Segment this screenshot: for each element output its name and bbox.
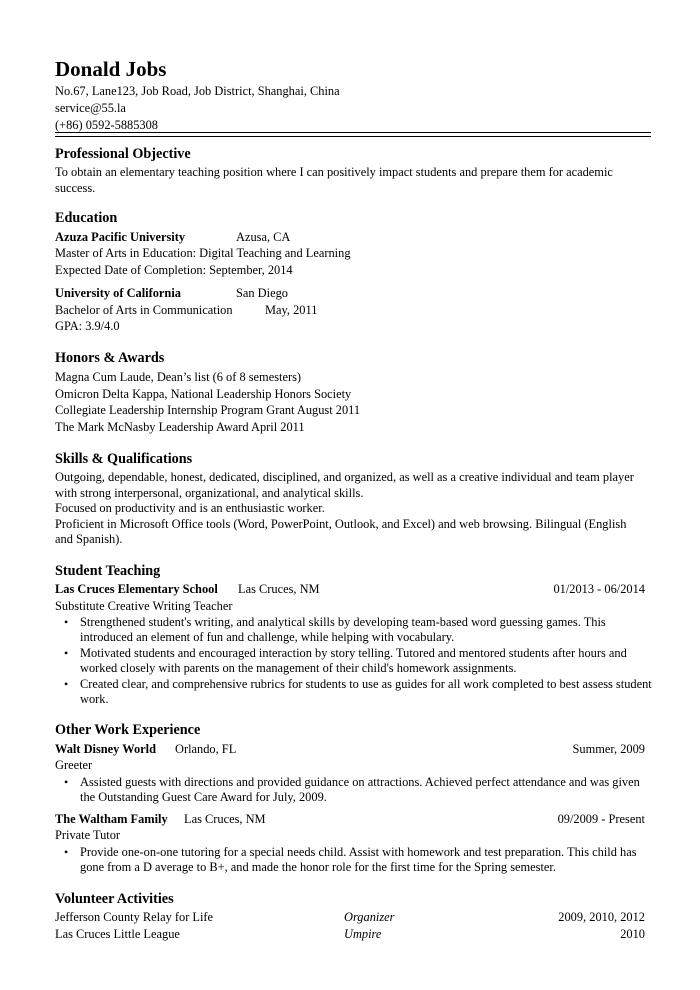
employment-dates: 01/2013 - 06/2014	[553, 582, 645, 596]
bullet-point: •	[64, 615, 69, 629]
phone: (+86) 0592-5885308	[55, 118, 159, 132]
section-heading-skills: Skills & Qualifications	[55, 451, 193, 467]
volunteer-role: Organizer	[344, 910, 395, 924]
job-title: Substitute Creative Writing Teacher	[55, 599, 233, 613]
section-heading-objective: Professional Objective	[55, 146, 191, 162]
section-heading-honors: Honors & Awards	[55, 350, 165, 366]
bullet-text: Assisted guests with directions and provided guidance on attractions. Achieved perfect attendance and was given	[80, 775, 640, 789]
skills-line: with strong interpersonal, organizational, and analytical skills.	[55, 486, 364, 500]
bullet-text: Strengthened student's writing, and analytical skills by developing team-based word guessing games. This	[80, 615, 606, 629]
honor-item: Omicron Delta Kappa, National Leadership Honors Society	[55, 387, 352, 401]
bullet-point: •	[64, 646, 69, 660]
section-heading-volunteer: Volunteer Activities	[55, 891, 174, 907]
skills-line: Focused on productivity and is an enthusiastic worker.	[55, 501, 325, 515]
section-heading-student-teaching: Student Teaching	[55, 563, 161, 579]
volunteer-years: 2010	[620, 927, 645, 941]
address: No.67, Lane123, Job Road, Job District, Shanghai, China	[55, 84, 340, 98]
employer-name: Las Cruces Elementary School	[55, 582, 218, 596]
skills-line: Outgoing, dependable, honest, dedicated, disciplined, and organized, as well as a creative individual and team player	[55, 470, 634, 484]
skills-line: and Spanish).	[55, 532, 123, 546]
bullet-text: introduced an element of fun and challenge, while helping with vocabulary.	[80, 630, 455, 644]
section-heading-work: Other Work Experience	[55, 722, 201, 738]
header-divider-bottom	[55, 136, 651, 137]
degree-date: May, 2011	[265, 303, 318, 317]
bullet-point: •	[64, 677, 69, 691]
volunteer-org: Jefferson County Relay for Life	[55, 910, 214, 924]
candidate-name: Donald Jobs	[55, 57, 167, 81]
job-title: Greeter	[55, 758, 93, 772]
bullet-text: the Outstanding Guest Care Award for July, 2009.	[80, 790, 327, 804]
bullet-text: Motivated students and encouraged interaction by story telling. Tutored and mentored students after hours and	[80, 646, 627, 660]
job-title: Private Tutor	[55, 828, 121, 842]
honor-item: Collegiate Leadership Internship Program Grant August 2011	[55, 403, 361, 417]
degree-detail: Expected Date of Completion: September, 2014	[55, 263, 293, 277]
employer-name: The Waltham Family	[55, 812, 168, 826]
honor-item: Magna Cum Laude, Dean’s list (6 of 8 semesters)	[55, 370, 302, 384]
bullet-point: •	[64, 775, 69, 789]
school-name: University of California	[55, 286, 181, 300]
email: service@55.la	[55, 101, 126, 115]
employer-location: Orlando, FL	[175, 742, 237, 756]
degree: Bachelor of Arts in Communication	[55, 303, 233, 317]
bullet-text: gone from a D average to B+, and made the honor role for the first time for the Spring semester.	[80, 860, 556, 874]
school-location: Azusa, CA	[236, 230, 291, 244]
header-divider-top	[55, 132, 651, 133]
employment-dates: 09/2009 - Present	[557, 812, 645, 826]
degree: Master of Arts in Education: Digital Teaching and Learning	[55, 246, 351, 260]
bullet-text: work.	[80, 692, 109, 706]
volunteer-org: Las Cruces Little League	[55, 927, 180, 941]
school-location: San Diego	[236, 286, 288, 300]
employer-name: Walt Disney World	[55, 742, 156, 756]
skills-line: Proficient in Microsoft Office tools (Word, PowerPoint, Outlook, and Excel) and web browsing. Bilingual (English	[55, 517, 627, 531]
objective-line: success.	[55, 181, 96, 195]
honor-item: The Mark McNasby Leadership Award April 2011	[55, 420, 305, 434]
bullet-text: Provide one-on-one tutoring for a special needs child. Assist with homework and test preparation. This child has	[80, 845, 637, 859]
employer-location: Las Cruces, NM	[184, 812, 266, 826]
employment-dates: Summer, 2009	[572, 742, 645, 756]
volunteer-years: 2009, 2010, 2012	[558, 910, 645, 924]
employer-location: Las Cruces, NM	[238, 582, 320, 596]
volunteer-role: Umpire	[344, 927, 382, 941]
bullet-text: worked closely with parents on the management of their child's homework assignments.	[80, 661, 517, 675]
school-name: Azuza Pacific University	[55, 230, 186, 244]
section-heading-education: Education	[55, 210, 118, 226]
bullet-text: Created clear, and comprehensive rubrics for students to use as guides for all work completed to best assess student	[80, 677, 652, 691]
degree-detail: GPA: 3.9/4.0	[55, 319, 120, 333]
bullet-point: •	[64, 845, 69, 859]
objective-line: To obtain an elementary teaching position where I can positively impact students and prepare them for academic	[55, 165, 613, 179]
